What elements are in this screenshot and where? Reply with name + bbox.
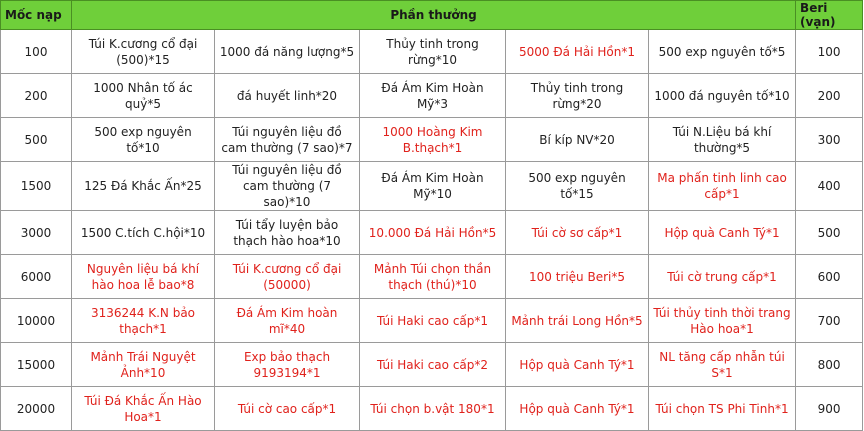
header-moc-nap: Mốc nạp (1, 1, 72, 30)
reward-cell: 1500 C.tích C.hội*10 (72, 211, 215, 255)
reward-cell: Exp bảo thạch 9193194*1 (215, 343, 360, 387)
reward-cell: Túi chọn b.vật 180*1 (360, 387, 506, 431)
reward-cell: 1000 Nhân tố ác quỷ*5 (72, 74, 215, 118)
moc-nap-cell: 1500 (1, 162, 72, 211)
table-row (1, 343, 863, 387)
table-row (1, 299, 863, 343)
reward-cell: 1000 đá năng lượng*5 (215, 30, 360, 74)
table-row (1, 211, 863, 255)
beri-cell: 800 (796, 343, 863, 387)
reward-cell: 1000 đá nguyên tố*10 (649, 74, 796, 118)
header-beri: Beri (vạn) (796, 1, 863, 30)
table-row (1, 30, 863, 74)
reward-cell: 500 exp nguyên tố*15 (506, 162, 649, 211)
beri-cell: 900 (796, 387, 863, 431)
moc-nap-cell: 6000 (1, 255, 72, 299)
reward-cell: Thủy tinh trong rừng*10 (360, 30, 506, 74)
reward-cell: Túi chọn TS Phi Tinh*1 (649, 387, 796, 431)
reward-cell: Đá Ám Kim Hoàn Mỹ*3 (360, 74, 506, 118)
reward-cell: Túi nguyên liệu đồ cam thường (7 sao)*7 (215, 118, 360, 162)
table-row (1, 118, 863, 162)
reward-cell: Túi Haki cao cấp*2 (360, 343, 506, 387)
reward-cell: đá huyết linh*20 (215, 74, 360, 118)
table-row (1, 387, 863, 431)
reward-cell: 3136244 K.N bảo thạch*1 (72, 299, 215, 343)
reward-cell: Hộp quà Canh Tý*1 (506, 343, 649, 387)
reward-cell: NL tăng cấp nhẫn túi S*1 (649, 343, 796, 387)
reward-cell: Túi N.Liệu bá khí thường*5 (649, 118, 796, 162)
moc-nap-cell: 10000 (1, 299, 72, 343)
table-row (1, 74, 863, 118)
reward-cell: Mảnh Túi chọn thần thạch (thú)*10 (360, 255, 506, 299)
reward-cell: 125 Đá Khắc Ấn*25 (72, 162, 215, 211)
header-row (1, 1, 863, 30)
table-row (1, 162, 863, 211)
reward-cell: Túi K.cương cổ đại (500)*15 (72, 30, 215, 74)
moc-nap-cell: 100 (1, 30, 72, 74)
reward-cell: 100 triệu Beri*5 (506, 255, 649, 299)
reward-cell: Túi nguyên liệu đồ cam thường (7 sao)*10 (215, 162, 360, 211)
beri-cell: 300 (796, 118, 863, 162)
header-phan-thuong: Phần thưởng (72, 1, 796, 30)
reward-cell: 1000 Hoàng Kim B.thạch*1 (360, 118, 506, 162)
reward-cell: Túi Haki cao cấp*1 (360, 299, 506, 343)
reward-cell: Hộp quà Canh Tý*1 (506, 387, 649, 431)
beri-cell: 500 (796, 211, 863, 255)
table-row (1, 255, 863, 299)
reward-cell: Túi Đá Khắc Ấn Hào Hoa*1 (72, 387, 215, 431)
beri-cell: 200 (796, 74, 863, 118)
reward-cell: Túi thủy tinh thời trang Hào hoa*1 (649, 299, 796, 343)
moc-nap-cell: 20000 (1, 387, 72, 431)
moc-nap-cell: 3000 (1, 211, 72, 255)
reward-cell: 500 exp nguyên tố*5 (649, 30, 796, 74)
reward-cell: Túi tẩy luyện bảo thạch hào hoa*10 (215, 211, 360, 255)
moc-nap-cell: 15000 (1, 343, 72, 387)
reward-cell: 5000 Đá Hải Hồn*1 (506, 30, 649, 74)
reward-cell: Hộp quà Canh Tý*1 (649, 211, 796, 255)
reward-cell: Mảnh Trái Nguyệt Ảnh*10 (72, 343, 215, 387)
beri-cell: 600 (796, 255, 863, 299)
reward-cell: 500 exp nguyên tố*10 (72, 118, 215, 162)
reward-cell: Thủy tinh trong rừng*20 (506, 74, 649, 118)
reward-cell: Mảnh trái Long Hồn*5 (506, 299, 649, 343)
reward-cell: Túi K.cương cổ đại (50000) (215, 255, 360, 299)
reward-cell: Túi cờ trung cấp*1 (649, 255, 796, 299)
beri-cell: 100 (796, 30, 863, 74)
reward-cell: Túi cờ cao cấp*1 (215, 387, 360, 431)
reward-cell: 10.000 Đá Hải Hồn*5 (360, 211, 506, 255)
moc-nap-cell: 500 (1, 118, 72, 162)
beri-cell: 400 (796, 162, 863, 211)
reward-cell: Bí kíp NV*20 (506, 118, 649, 162)
reward-cell: Đá Ám Kim hoàn mĩ*40 (215, 299, 360, 343)
reward-cell: Ma phấn tinh linh cao cấp*1 (649, 162, 796, 211)
reward-cell: Túi cờ sơ cấp*1 (506, 211, 649, 255)
moc-nap-cell: 200 (1, 74, 72, 118)
reward-cell: Nguyên liệu bá khí hào hoa lễ bao*8 (72, 255, 215, 299)
beri-cell: 700 (796, 299, 863, 343)
reward-cell: Đá Ám Kim Hoàn Mỹ*10 (360, 162, 506, 211)
